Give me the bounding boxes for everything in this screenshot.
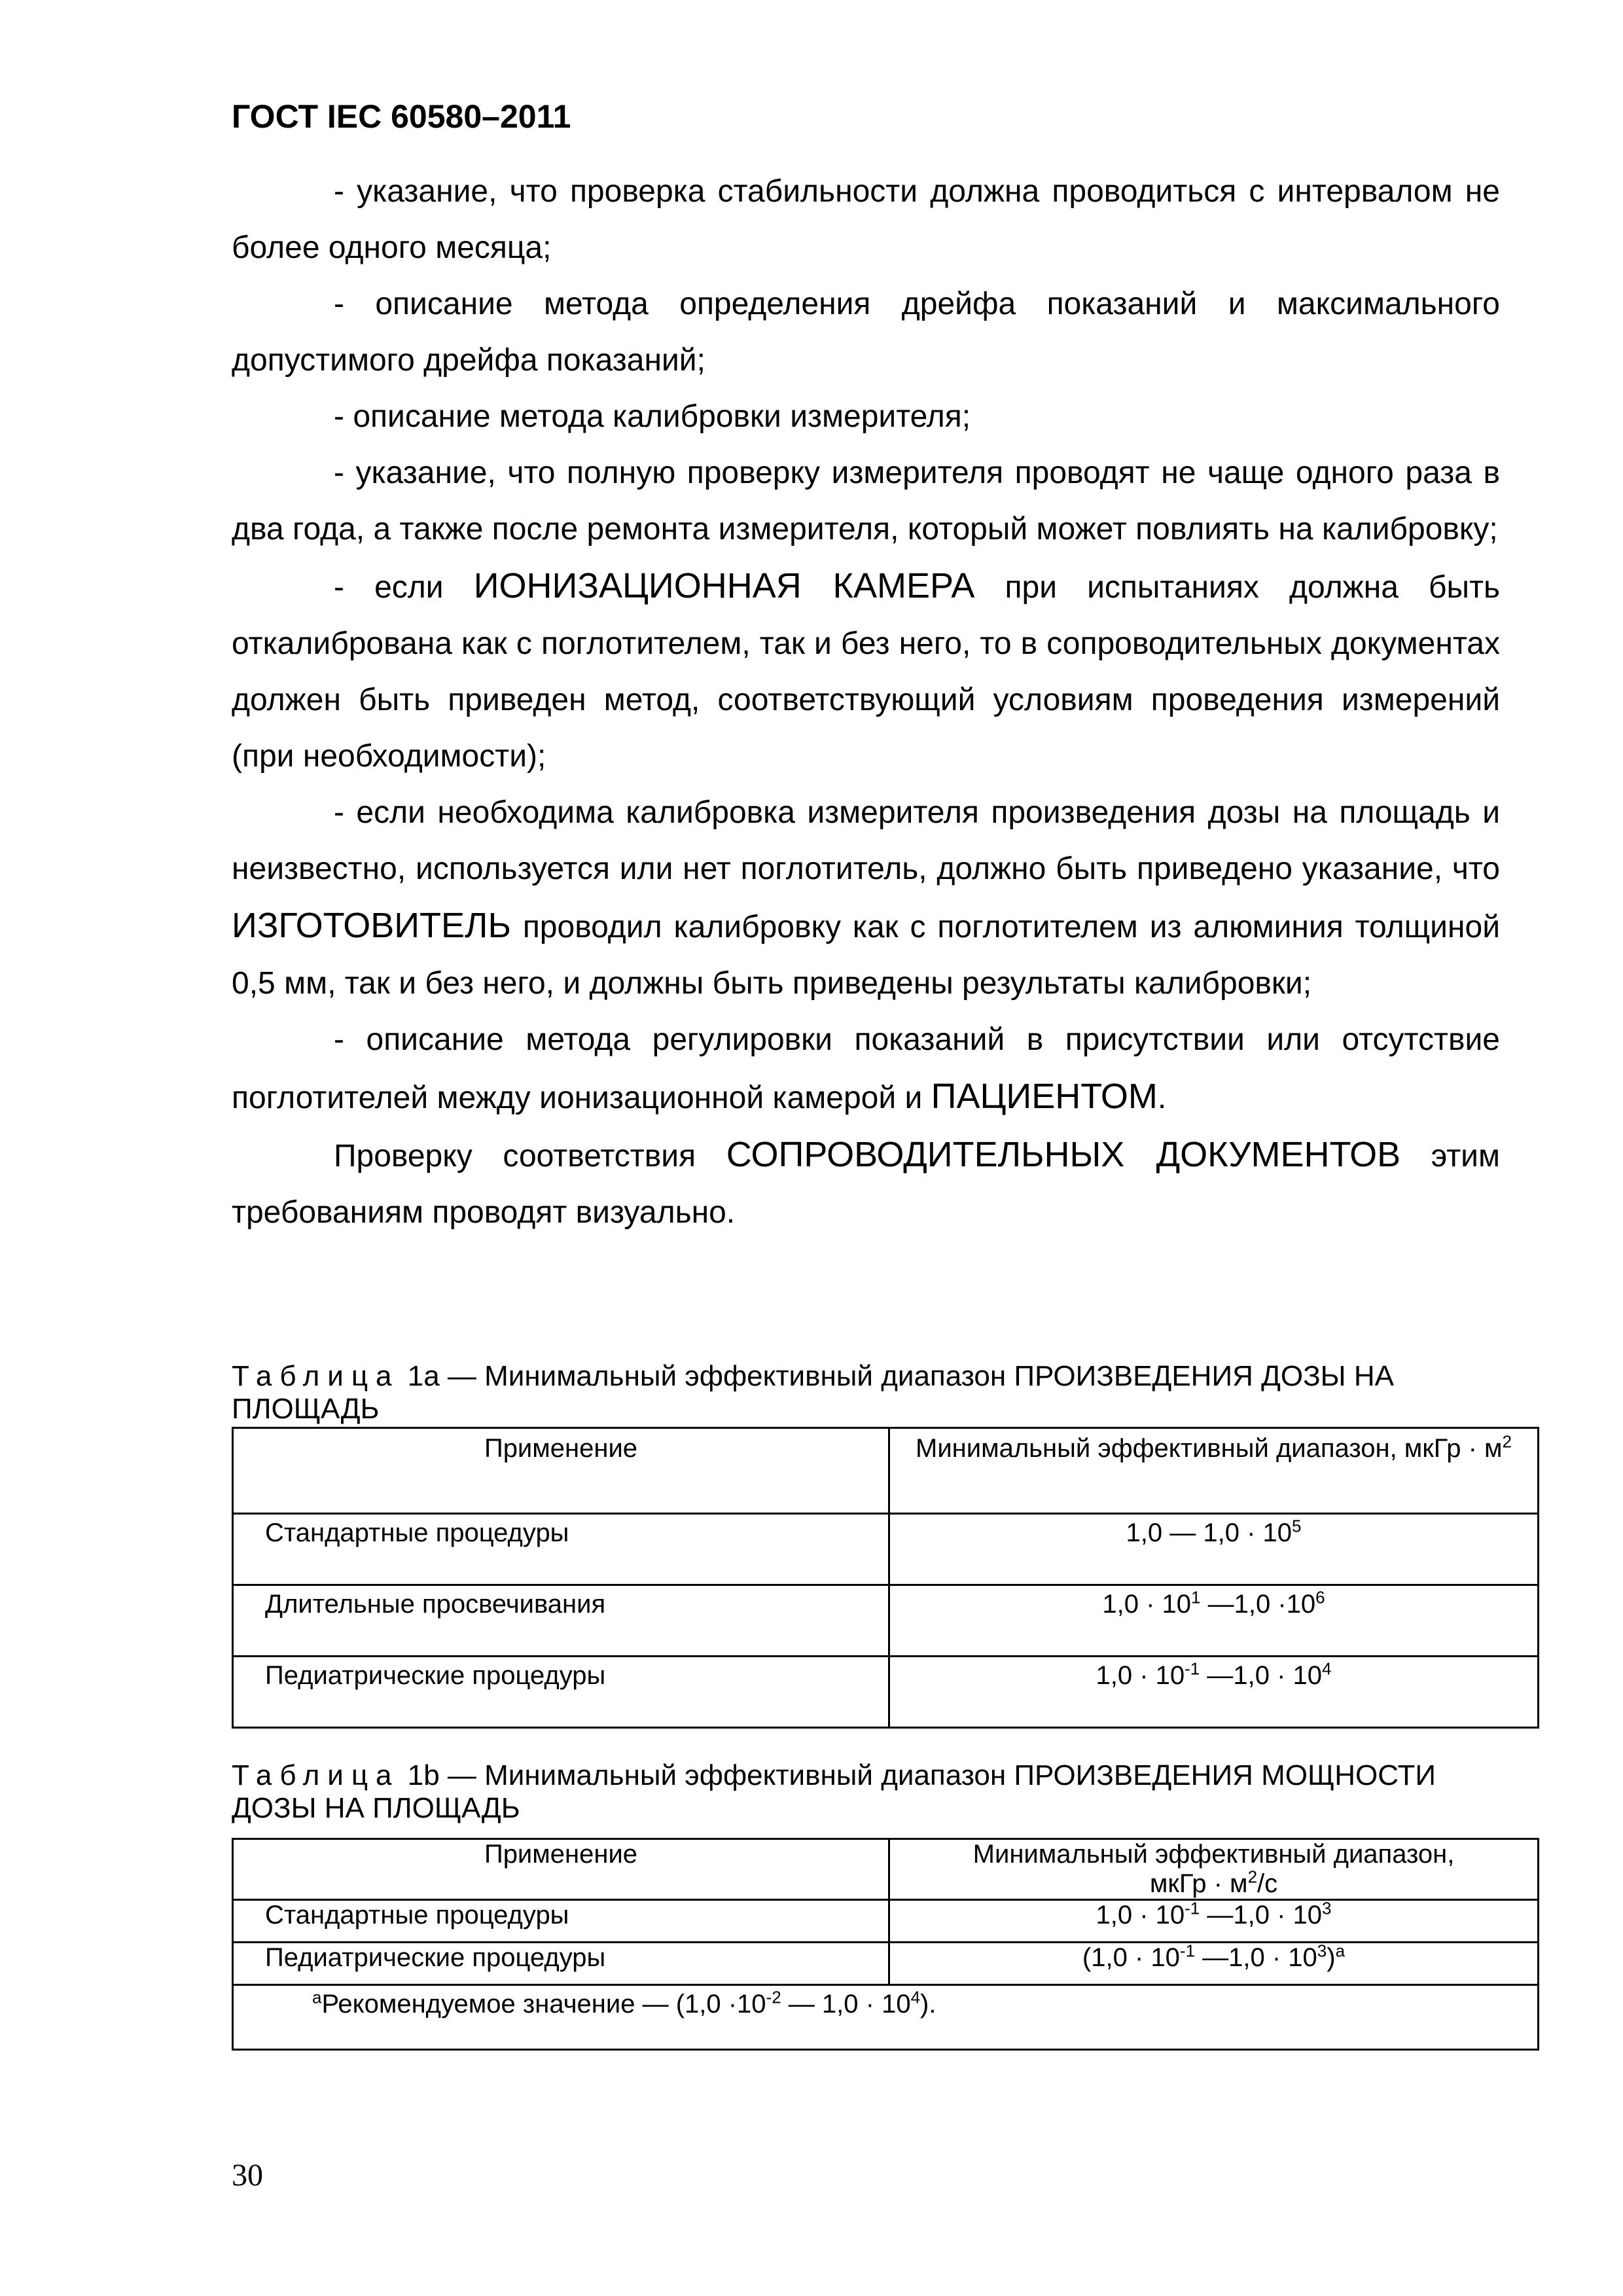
table-header-row (233, 1839, 1539, 1900)
paragraph-manufacturer-calibration: - если необходима калибровка измерителя произведения дозы на площадь и неизвестно, используется или нет поглотитель, должно быть приведено указание, что ИЗГОТОВИТЕЛЬ проводил калибровку как с поглотителем из алюминия толщиной 0,5 мм, так и без него, и должны быть приведены результаты калибровки; (232, 795, 1500, 1001)
term-ionization-chamber: ИОНИЗАЦИОННАЯ КАМЕРА (473, 566, 975, 605)
table-1a-caption: Таблица 1а — Минимальный эффективный диапазон ПРОИЗВЕДЕНИЯ ДОЗЫ НА ПЛОЩАДЬ (232, 1360, 1394, 1425)
paragraph-ionization-chamber: - если ИОНИЗАЦИОННАЯ КАМЕРА при испытаниях должна быть откалибрована как с поглотителем, так и без него, то в сопроводительных документах должен быть приведен метод, соответствующий условиям проведения измерений (при необходимости); (232, 566, 1501, 774)
row-range: ($1,0 \cdot 10^{-1}$ —1,0 · $10^3)^а$ (889, 1943, 1539, 1985)
header-range: Минимальный эффективный диапазон, мкГр · $м^2$ (889, 1428, 1539, 1514)
row-application: Педиатрические процедуры (233, 1657, 889, 1728)
paragraph-full-check: - указание, что полную проверку измерителя проводят не чаще одного раза в два года, а также после ремонта измерителя, который может повлиять на калибровку; (232, 456, 1500, 547)
table-row (233, 1585, 1539, 1657)
row-range: $1,0 \cdot 10^{-1}$ —1,0 · $10^4$ (889, 1657, 1539, 1728)
page-number: 30 (232, 2158, 263, 2193)
table-note-row (233, 1985, 1539, 2050)
table-row (233, 1900, 1539, 1943)
document-body (232, 164, 1500, 1241)
row-range: $1,0 \cdot 10^{-1}$ —1,0 · $10^3$ (889, 1900, 1539, 1943)
table-row (233, 1657, 1539, 1728)
row-application: Стандартные процедуры (233, 1900, 889, 1943)
header-application: Применение (233, 1428, 889, 1514)
row-application: Стандартные процедуры (233, 1514, 889, 1585)
paragraph-stability-check: - указание, что проверка стабильности должна проводиться с интервалом не более одного месяца; (232, 174, 1500, 265)
table-1a (232, 1427, 1539, 1729)
row-application: Педиатрические процедуры (233, 1943, 889, 1985)
table-row (233, 1514, 1539, 1585)
term-patient: ПАЦИЕНТОМ (931, 1077, 1158, 1116)
header-range: Минимальный эффективный диапазон, мкГр · $м^2/с$ (889, 1839, 1539, 1900)
document-header: ГОСТ IEC 60580–2011 (232, 98, 571, 135)
row-range: $1,0 \cdot 10^1$ —1,0 $\cdot 10^6$ (889, 1585, 1539, 1657)
paragraph-adjustment-method: - описание метода регулировки показаний в присутствии или отсутствие поглотителей между ионизационной камерой и ПАЦИЕНТОМ. (232, 1022, 1500, 1116)
table-1b (232, 1838, 1539, 2051)
header-application: Применение (233, 1839, 889, 1900)
paragraph-visual-check: Проверку соответствия СОПРОВОДИТЕЛЬНЫХ ДОКУМЕНТОВ этим требованиям проводят визуально. (232, 1135, 1500, 1230)
table-footnote: $^а$Рекомендуемое значение — ($1,0 \cdot 10^{-2}$ — $1,0 \cdot 10^4$). (233, 1985, 1539, 2050)
term-manufacturer: ИЗГОТОВИТЕЛЬ (232, 906, 511, 945)
paragraph-calibration-method: - описание метода калибровки измерителя; (334, 399, 971, 434)
row-application: Длительные просвечивания (233, 1585, 889, 1657)
row-range: 1,0 — $1,0 \cdot 10^5$ (889, 1514, 1539, 1585)
table-1b-caption: Таблица 1b — Минимальный эффективный диапазон ПРОИЗВЕДЕНИЯ МОЩНОСТИ ДОЗЫ НА ПЛОЩАДЬ (232, 1759, 1436, 1824)
table-row (233, 1943, 1539, 1985)
paragraph-drift-method: - описание метода определения дрейфа показаний и максимального допустимого дрейфа показаний; (232, 287, 1500, 378)
term-accompanying-documents: СОПРОВОДИТЕЛЬНЫХ ДОКУМЕНТОВ (726, 1135, 1401, 1174)
table-header-row (233, 1428, 1539, 1514)
